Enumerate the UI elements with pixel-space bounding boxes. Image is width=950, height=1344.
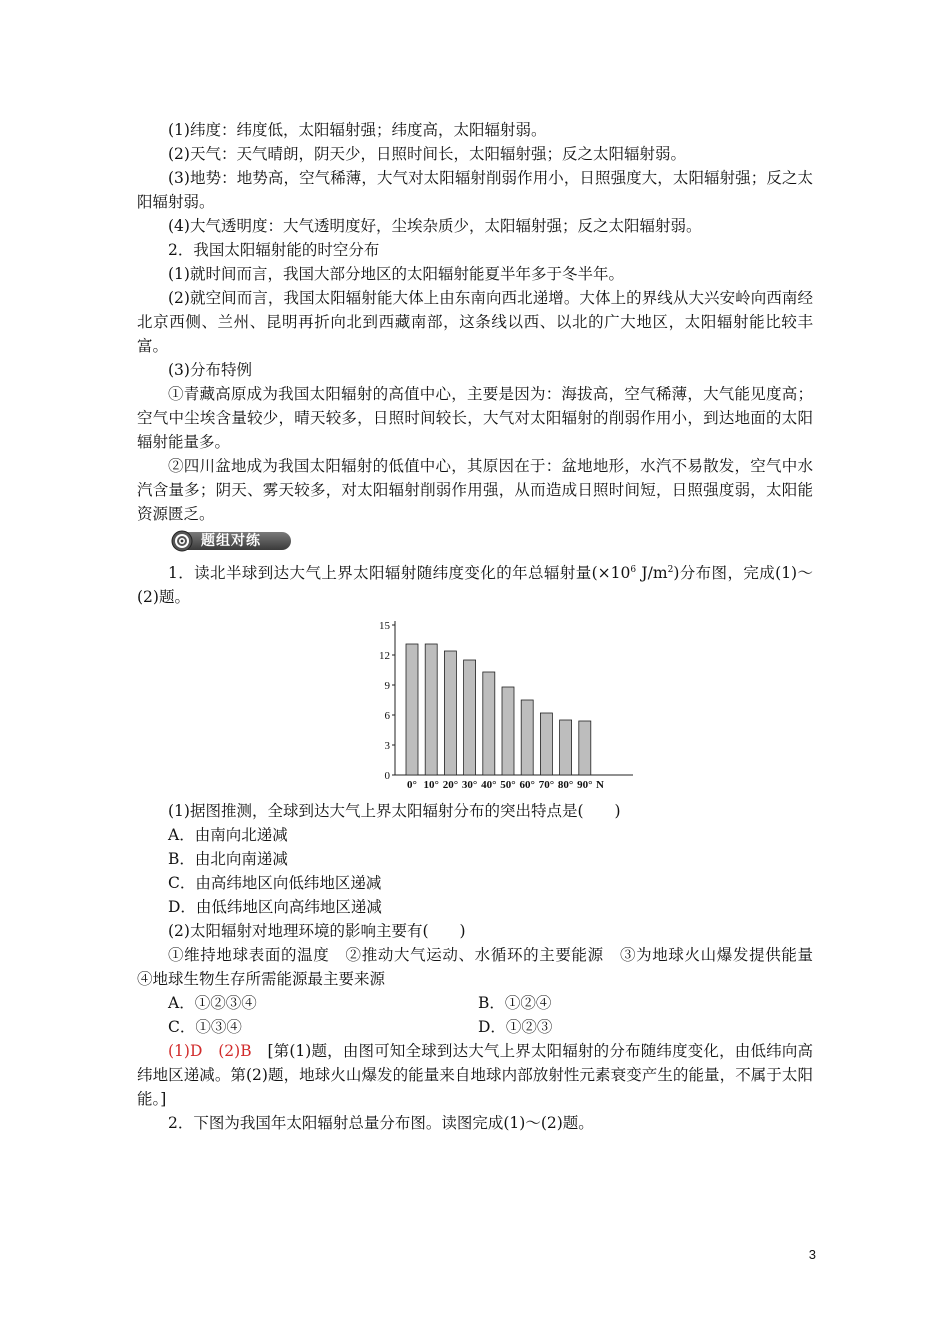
bar bbox=[502, 687, 514, 775]
y-tick-label: 6 bbox=[384, 710, 390, 723]
x-tick-label: 80° bbox=[557, 779, 574, 792]
special-cases-heading: (3)分布特例 bbox=[168, 361, 252, 379]
space-distribution: (2)就空间而言，我国太阳辐射能大体上由东南向西北递增。大体上的界线从大兴安岭向西南经北京西侧、兰州、昆明再折向北到西藏南部，这条线以西、以北的广大地区，太阳辐射能比较丰富。 bbox=[137, 289, 813, 355]
x-tick-label: 30° bbox=[461, 779, 478, 792]
tibet-high-center: ①青藏高原成为我国太阳辐射的高值中心，主要是因为：海拔高，空气稀薄，大气能见度高；空气中尘埃含量较少，晴天较多，日照时间较长，大气对太阳辐射的削弱作用小，到达地面的太阳辐射能量多。 bbox=[137, 385, 813, 451]
x-tick-label: 50° bbox=[500, 779, 516, 792]
banner-text: 题组对练 bbox=[201, 533, 261, 549]
y-tick-label: 3 bbox=[384, 740, 390, 753]
radiation-bar-chart bbox=[365, 613, 665, 793]
page-body bbox=[137, 118, 829, 1135]
sichuan-low-center: ②四川盆地成为我国太阳辐射的低值中心，其原因在于：盆地地形，水汽不易散发，空气中水汽含量多；阴天、雾天较多，对太阳辐射削弱作用强，从而造成日照时间短，日照强度弱，太阳能资源匮乏。 bbox=[137, 457, 813, 523]
section-heading-2: 2．我国太阳辐射能的时空分布 bbox=[168, 241, 380, 259]
y-tick-label: 15 bbox=[379, 620, 390, 633]
sub2-options-row-2 bbox=[137, 1015, 813, 1039]
exercise-banner bbox=[171, 530, 291, 552]
x-tick-label: 20° bbox=[442, 779, 459, 792]
factor-weather: (2)天气：天气晴朗，阴天少，日照时间长，太阳辐射强；反之太阳辐射弱。 bbox=[168, 145, 686, 163]
question-1-sub2: (2)太阳辐射对地理环境的影响主要有( ) bbox=[168, 922, 466, 941]
target-icon bbox=[171, 530, 193, 552]
time-distribution: (1)就时间而言，我国大部分地区的太阳辐射能夏半年多于冬半年。 bbox=[168, 265, 624, 283]
factor-latitude: (1)纬度：纬度低，太阳辐射强；纬度高，太阳辐射弱。 bbox=[168, 121, 547, 139]
bar bbox=[406, 644, 418, 775]
bar bbox=[521, 700, 533, 775]
y-tick-label: 12 bbox=[379, 650, 390, 663]
chart-svg bbox=[365, 613, 665, 793]
bar bbox=[444, 651, 456, 775]
y-tick-label: 9 bbox=[384, 680, 390, 693]
x-tick-label: 0° bbox=[407, 779, 417, 792]
y-tick-label: 0 bbox=[384, 770, 390, 783]
x-tick-label: 60° bbox=[519, 779, 535, 792]
option-a: A．由南向北递减 bbox=[168, 826, 288, 845]
x-tick-label: 40° bbox=[481, 779, 497, 792]
sub2-statements: ①维持地球表面的温度 ②推动大气运动、水循环的主要能源 ③为地球火山爆发提供能量 ④地球生物生存所需能源最主要来源 bbox=[137, 946, 829, 989]
option-b: B．由北向南递减 bbox=[168, 850, 288, 869]
bar bbox=[579, 721, 591, 775]
explanation: [第(1)题，由图可知全球到达大气上界太阳辐射的分布随纬度变化，由低纬向高纬地区递减。第(2)题，地球火山爆发的能量来自地球内部放射性元素衰变产生的能量，不属于太阳能。] bbox=[137, 1042, 813, 1109]
bar bbox=[425, 644, 437, 775]
factor-terrain: (3)地势：地势高，空气稀薄，大气对太阳辐射削弱作用小，日照强度大，太阳辐射强；反之太阳辐射弱。 bbox=[137, 169, 813, 211]
bar bbox=[483, 672, 495, 775]
option-2c: C．①③④ bbox=[168, 1018, 242, 1037]
option-2b: B．①②④ bbox=[478, 994, 552, 1013]
x-axis-unit: N bbox=[596, 779, 604, 792]
question-2-stem: 2．下图为我国年太阳辐射总量分布图。读图完成(1)～(2)题。 bbox=[168, 1114, 594, 1133]
option-c: C．由高纬地区向低纬地区递减 bbox=[168, 874, 382, 893]
question-1-stem: 1．读北半球到达大气上界太阳辐射随纬度变化的年总辐射量($\times 10^6$ $J/m^2$)分布图，完成(1)～(2)题。 bbox=[137, 564, 814, 607]
option-2d: D．①②③ bbox=[478, 1018, 553, 1037]
x-tick-label: 70° bbox=[538, 779, 555, 792]
bar bbox=[560, 720, 572, 775]
question-1-sub1: (1)据图推测，全球到达大气上界太阳辐射分布的突出特点是( ) bbox=[168, 802, 621, 821]
factor-transparency: (4)大气透明度：大气透明度好，尘埃杂质少，太阳辐射强；反之太阳辐射弱。 bbox=[168, 217, 702, 235]
answer-key: (1)D (2)B bbox=[168, 1042, 252, 1061]
answer-explanation bbox=[137, 1039, 813, 1111]
bar bbox=[464, 660, 476, 775]
option-d: D．由低纬地区向高纬地区递减 bbox=[168, 898, 382, 917]
x-tick-label: 10° bbox=[423, 779, 439, 792]
option-2a: A．①②③④ bbox=[168, 994, 257, 1013]
x-tick-label: 90° bbox=[577, 779, 593, 792]
page-number: 3 bbox=[808, 1247, 816, 1262]
bar bbox=[540, 713, 552, 775]
sub2-options-row-1 bbox=[137, 991, 813, 1015]
